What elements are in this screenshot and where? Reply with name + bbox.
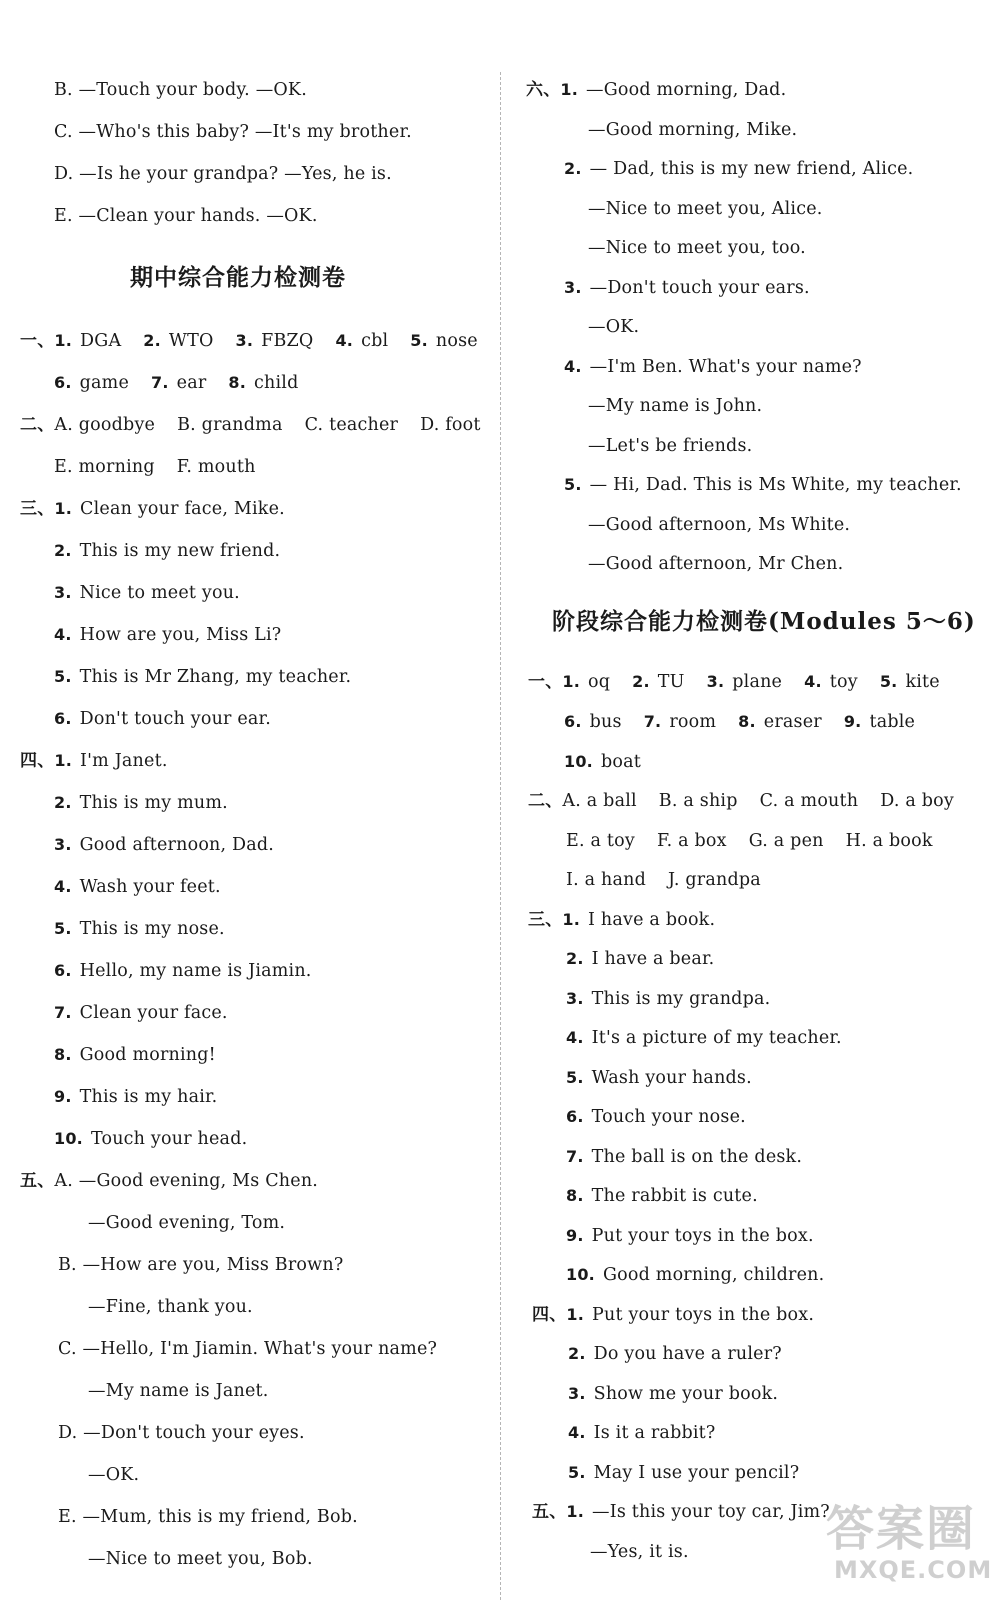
answer-line <box>88 1463 139 1487</box>
answer-item: —Let's be friends. <box>588 436 753 456</box>
answer-line <box>54 162 392 186</box>
answer-line <box>588 434 752 458</box>
answer-text: Good morning, children. <box>602 1265 825 1285</box>
answer-line <box>566 868 761 892</box>
answer-item: —Nice to meet you, Alice. <box>588 199 823 219</box>
answer-line <box>54 120 412 144</box>
answer-line <box>588 513 850 537</box>
answer-text: Clean your face, Mike. <box>80 499 285 519</box>
answer-item <box>566 1502 829 1522</box>
answer-item <box>804 672 858 692</box>
answer-line <box>58 1337 437 1361</box>
item-number: 4. <box>804 672 822 691</box>
section-number: 四、 <box>532 1305 567 1325</box>
answer-line <box>532 1303 814 1327</box>
section-number: 五、 <box>20 1171 55 1191</box>
answer-item <box>566 989 770 1009</box>
answer-line <box>566 1066 752 1090</box>
section-heading: 期中综合能力检测卷 <box>130 264 346 291</box>
answer-text: —Is this your toy car, Jim? <box>592 1502 830 1522</box>
answer-text: Good afternoon, Dad. <box>79 835 275 855</box>
answer-item <box>54 583 240 603</box>
item-number: 3. <box>235 331 254 350</box>
item-number: 2. <box>566 949 584 968</box>
answer-text: Wash your feet. <box>79 877 221 897</box>
item-number: 3. <box>568 1384 586 1403</box>
answer-line <box>564 710 915 734</box>
answer-text: TU <box>657 672 685 692</box>
answer-line <box>566 947 714 971</box>
answer-line <box>588 118 797 142</box>
item-number: 2. <box>143 331 161 350</box>
answer-item <box>54 961 312 981</box>
answer-item: B. —How are you, Miss Brown? <box>58 1255 344 1275</box>
answer-text: This is my hair. <box>79 1087 218 1107</box>
answer-text: boat <box>600 752 641 772</box>
answer-item <box>54 373 129 393</box>
answer-item: —OK. <box>88 1465 140 1485</box>
answer-text: — Hi, Dad. This is Ms White, my teacher. <box>589 475 962 495</box>
answer-line <box>54 623 281 647</box>
answer-line <box>20 329 478 353</box>
answer-line <box>54 371 299 395</box>
answer-item: —Nice to meet you, too. <box>588 238 806 258</box>
answer-item: C. teacher <box>304 415 399 435</box>
answer-item <box>564 752 641 772</box>
item-number: 3. <box>706 672 725 691</box>
answer-item <box>566 1107 746 1127</box>
section-heading: 阶段综合能力检测卷(Modules 5～6) <box>552 608 976 635</box>
answer-line <box>566 987 770 1011</box>
item-number: 4. <box>568 1423 586 1442</box>
answer-line <box>588 236 806 260</box>
answer-item: F. a box <box>656 831 727 851</box>
answer-line <box>88 1295 253 1319</box>
item-number: 5. <box>410 331 428 350</box>
answer-line <box>566 1184 758 1208</box>
answer-item <box>54 793 228 813</box>
answer-item <box>54 1129 247 1149</box>
answer-line <box>564 276 810 300</box>
answer-item: I. a hand <box>566 870 647 890</box>
answer-item <box>562 910 715 930</box>
answer-item <box>228 373 298 393</box>
answer-text: Do you have a ruler? <box>593 1344 782 1364</box>
answer-text: This is my nose. <box>79 919 225 939</box>
item-number: 7. <box>643 712 662 731</box>
item-number: 1. <box>562 910 581 929</box>
answer-item <box>54 331 121 351</box>
watermark-text: 答案圈 <box>826 1501 977 1557</box>
answer-text: I have a bear. <box>591 949 715 969</box>
answer-text: This is my mum. <box>79 793 228 813</box>
answer-item: —Fine, thank you. <box>88 1297 253 1317</box>
section-number: 一、 <box>528 672 563 692</box>
answer-line <box>54 917 225 941</box>
answer-text: eraser <box>763 712 822 732</box>
answer-item: B. —Touch your body. —OK. <box>54 80 307 100</box>
answer-text: This is my new friend. <box>79 541 281 561</box>
answer-line <box>564 473 962 497</box>
answer-text: It's a picture of my teacher. <box>591 1028 842 1048</box>
answer-text: The rabbit is cute. <box>591 1186 758 1206</box>
answer-text: —Good morning, Dad. <box>586 80 787 100</box>
item-number: 7. <box>566 1147 584 1166</box>
answer-text: Put your toys in the box. <box>592 1305 815 1325</box>
item-number: 2. <box>54 793 72 812</box>
section-number: 六、 <box>526 80 561 100</box>
answer-item <box>410 331 478 351</box>
answer-line <box>54 707 271 731</box>
item-number: 1. <box>566 1502 585 1521</box>
watermark-logo <box>826 1500 996 1600</box>
answer-item: D. —Don't touch your eyes. <box>58 1423 305 1443</box>
item-number: 2. <box>54 541 72 560</box>
answer-text: How are you, Miss Li? <box>79 625 282 645</box>
answer-item <box>54 1003 228 1023</box>
item-number: 7. <box>54 1003 72 1022</box>
answer-text: FBZQ <box>261 331 314 351</box>
answer-line <box>54 1001 228 1025</box>
item-number: 10. <box>564 752 593 771</box>
answer-line <box>58 1253 343 1277</box>
answer-item: A. —Good evening, Ms Chen. <box>54 1171 319 1191</box>
item-number: 4. <box>54 625 72 644</box>
item-number: 6. <box>564 712 582 731</box>
answer-item: —Good morning, Mike. <box>588 120 798 140</box>
answer-line <box>566 1145 802 1169</box>
answer-item: C. —Who's this baby? —It's my brother. <box>54 122 412 142</box>
answer-line <box>588 315 639 339</box>
answer-text: WTO <box>168 331 214 351</box>
answer-item <box>566 1068 752 1088</box>
answer-item: B. grandma <box>177 415 283 435</box>
answer-item: —Yes, it is. <box>590 1542 689 1562</box>
answer-line <box>566 1026 842 1050</box>
answer-item: —Good afternoon, Mr Chen. <box>588 554 844 574</box>
section-number: 二、 <box>528 791 563 811</box>
item-number: 1. <box>54 499 73 518</box>
answer-item <box>568 1344 782 1364</box>
item-number: 1. <box>54 751 73 770</box>
answer-item <box>568 1463 799 1483</box>
answer-line <box>54 833 274 857</box>
answer-line <box>526 78 786 102</box>
item-number: 9. <box>566 1226 584 1245</box>
item-number: 4. <box>566 1028 584 1047</box>
item-number: 9. <box>54 1087 72 1106</box>
answer-line <box>54 539 280 563</box>
answer-item <box>738 712 822 732</box>
answer-item <box>564 278 810 298</box>
item-number: 8. <box>54 1045 72 1064</box>
answer-item: —OK. <box>588 317 640 337</box>
answer-item <box>54 835 274 855</box>
item-number: 5. <box>564 475 582 494</box>
answer-text: Clean your face. <box>79 1003 228 1023</box>
item-number: 3. <box>564 278 582 297</box>
item-number: 3. <box>54 835 72 854</box>
item-number: 5. <box>879 672 898 691</box>
answer-item: E. morning <box>54 457 155 477</box>
answer-line <box>532 1500 830 1524</box>
answer-text: I'm Janet. <box>80 751 168 771</box>
answer-item <box>566 1305 814 1325</box>
answer-line <box>568 1421 716 1445</box>
answer-text: Touch your head. <box>90 1129 248 1149</box>
answer-text: nose <box>435 331 478 351</box>
answer-item: E. —Clean your hands. —OK. <box>54 206 318 226</box>
answer-item <box>54 541 280 561</box>
answer-item: —My name is John. <box>588 396 763 416</box>
answer-item <box>560 80 786 100</box>
answer-text: Hello, my name is Jiamin. <box>79 961 312 981</box>
item-number: 4. <box>564 357 582 376</box>
answer-line <box>54 791 228 815</box>
answer-item <box>54 499 285 519</box>
item-number: 5. <box>568 1463 586 1482</box>
answer-text: May I use your pencil? <box>593 1463 800 1483</box>
item-number: 9. <box>843 712 862 731</box>
answer-text: child <box>254 373 299 393</box>
answer-item <box>568 1423 716 1443</box>
answer-text: —I'm Ben. What's your name? <box>589 357 862 377</box>
item-number: 10. <box>566 1265 595 1284</box>
item-number: 4. <box>54 877 72 896</box>
answer-line <box>568 1382 778 1406</box>
answer-text: room <box>669 712 717 732</box>
answer-item <box>562 672 610 692</box>
answer-text: Good morning! <box>79 1045 216 1065</box>
answer-item <box>566 1265 824 1285</box>
answer-item <box>54 919 225 939</box>
item-number: 10. <box>54 1129 83 1148</box>
answer-item: A. a ball <box>562 791 637 811</box>
answer-item <box>54 709 271 729</box>
answer-line <box>566 1105 746 1129</box>
answer-item: F. mouth <box>176 457 256 477</box>
answer-item <box>143 331 213 351</box>
answer-item <box>564 357 862 377</box>
answer-line <box>566 1224 814 1248</box>
item-number: 6. <box>566 1107 584 1126</box>
answer-item: —Good evening, Tom. <box>88 1213 286 1233</box>
answer-line <box>564 157 913 181</box>
item-number: 6. <box>54 961 72 980</box>
answer-text: oq <box>588 672 611 692</box>
answer-text: — Dad, this is my new friend, Alice. <box>589 159 914 179</box>
answer-line <box>54 455 256 479</box>
answer-text: bus <box>589 712 622 732</box>
item-number: 2. <box>568 1344 586 1363</box>
answer-text: Nice to meet you. <box>79 583 240 603</box>
item-number: 1. <box>562 672 581 691</box>
item-number: 1. <box>54 331 73 350</box>
answer-item <box>568 1384 778 1404</box>
answer-item <box>566 1147 802 1167</box>
answer-text: kite <box>905 672 940 692</box>
answer-item <box>644 712 716 732</box>
answer-item <box>151 373 206 393</box>
answer-item: C. a mouth <box>759 791 859 811</box>
answer-line <box>54 875 221 899</box>
item-number: 5. <box>54 667 72 686</box>
item-number: 8. <box>228 373 247 392</box>
item-number: 2. <box>564 159 582 178</box>
answer-line <box>564 355 862 379</box>
answer-text: I have a book. <box>588 910 716 930</box>
item-number: 2. <box>632 672 650 691</box>
answer-item: C. —Hello, I'm Jiamin. What's your name? <box>58 1339 438 1359</box>
answer-line <box>54 1127 247 1151</box>
answer-line <box>566 1263 824 1287</box>
answer-item: D. a boy <box>880 791 954 811</box>
answer-text: ear <box>176 373 207 393</box>
answer-item <box>707 672 783 692</box>
answer-line <box>588 552 843 576</box>
answer-line <box>590 1540 689 1564</box>
answer-line <box>88 1211 285 1235</box>
answer-line <box>528 789 954 813</box>
column-divider <box>500 72 501 1600</box>
answer-text: Is it a rabbit? <box>593 1423 716 1443</box>
section-number: 二、 <box>20 415 55 435</box>
item-number: 7. <box>151 373 169 392</box>
answer-text: table <box>869 712 916 732</box>
answer-item <box>335 331 388 351</box>
answer-line <box>20 497 285 521</box>
answer-line <box>20 413 481 437</box>
answer-item: H. a book <box>845 831 933 851</box>
answer-item <box>54 625 281 645</box>
answer-item <box>566 1226 814 1246</box>
answer-item <box>564 159 913 179</box>
answer-item <box>632 672 684 692</box>
answer-item: B. a ship <box>658 791 738 811</box>
answer-line <box>54 959 312 983</box>
item-number: 5. <box>566 1068 584 1087</box>
answer-text: Wash your hands. <box>591 1068 752 1088</box>
answer-line <box>528 908 715 932</box>
answer-line <box>20 1169 318 1193</box>
item-number: 6. <box>54 709 72 728</box>
answer-text: plane <box>732 672 783 692</box>
answer-text: Touch your nose. <box>591 1107 746 1127</box>
answer-item <box>54 1087 217 1107</box>
answer-text: Put your toys in the box. <box>591 1226 814 1246</box>
answer-text: DGA <box>80 331 122 351</box>
watermark-url: MXQE.COM <box>834 1556 993 1584</box>
answer-item: E. —Mum, this is my friend, Bob. <box>58 1507 358 1527</box>
answer-item <box>566 1186 758 1206</box>
answer-item <box>54 751 167 771</box>
answer-line <box>54 665 351 689</box>
answer-text: —Don't touch your ears. <box>589 278 810 298</box>
answer-line <box>568 1342 782 1366</box>
section-number: 五、 <box>532 1502 567 1522</box>
answer-item: J. grandpa <box>668 870 761 890</box>
answer-line <box>588 197 823 221</box>
item-number: 6. <box>54 373 72 392</box>
answer-item <box>880 672 940 692</box>
answer-line <box>58 1421 305 1445</box>
answer-item: D. —Is he your grandpa? —Yes, he is. <box>54 164 392 184</box>
answer-line <box>20 749 168 773</box>
answer-line <box>566 829 933 853</box>
answer-item <box>54 667 351 687</box>
answer-line <box>54 78 307 102</box>
item-number: 1. <box>566 1305 585 1324</box>
answer-line <box>568 1461 799 1485</box>
answer-item: G. a pen <box>748 831 824 851</box>
answer-item <box>54 1045 216 1065</box>
answer-item <box>54 877 221 897</box>
answer-text: Don't touch your ear. <box>79 709 271 729</box>
item-number: 8. <box>566 1186 584 1205</box>
answer-item: —My name is Janet. <box>88 1381 269 1401</box>
answer-line <box>528 670 940 694</box>
answer-item: —Good afternoon, Ms White. <box>588 515 851 535</box>
answer-item <box>564 475 962 495</box>
section-number: 三、 <box>528 910 563 930</box>
answer-line <box>54 1043 216 1067</box>
answer-line <box>54 1085 217 1109</box>
item-number: 4. <box>335 331 354 350</box>
answer-text: This is Mr Zhang, my teacher. <box>79 667 352 687</box>
answer-item <box>566 1028 842 1048</box>
answer-line <box>564 750 641 774</box>
section-number: 一、 <box>20 331 55 351</box>
answer-item: A. goodbye <box>54 415 156 435</box>
answer-line <box>54 581 240 605</box>
answer-text: The ball is on the desk. <box>591 1147 803 1167</box>
answer-item <box>564 712 622 732</box>
answer-item: E. a toy <box>566 831 635 851</box>
item-number: 8. <box>738 712 756 731</box>
answer-item <box>236 331 314 351</box>
item-number: 5. <box>54 919 72 938</box>
answer-text: game <box>79 373 130 393</box>
answer-line <box>88 1379 269 1403</box>
answer-line <box>58 1505 358 1529</box>
answer-line <box>88 1547 313 1571</box>
item-number: 1. <box>560 80 579 99</box>
answer-item: D. foot <box>420 415 481 435</box>
answer-text: toy <box>829 672 858 692</box>
answer-item: —Nice to meet you, Bob. <box>88 1549 313 1569</box>
answer-item <box>844 712 915 732</box>
section-number: 四、 <box>20 751 55 771</box>
answer-text: This is my grandpa. <box>591 989 771 1009</box>
answer-text: cbl <box>361 331 389 351</box>
answer-text: Show me your book. <box>593 1384 779 1404</box>
answer-line <box>54 204 318 228</box>
item-number: 3. <box>566 989 584 1008</box>
section-number: 三、 <box>20 499 55 519</box>
item-number: 3. <box>54 583 72 602</box>
answer-line <box>588 394 762 418</box>
answer-item <box>566 949 714 969</box>
